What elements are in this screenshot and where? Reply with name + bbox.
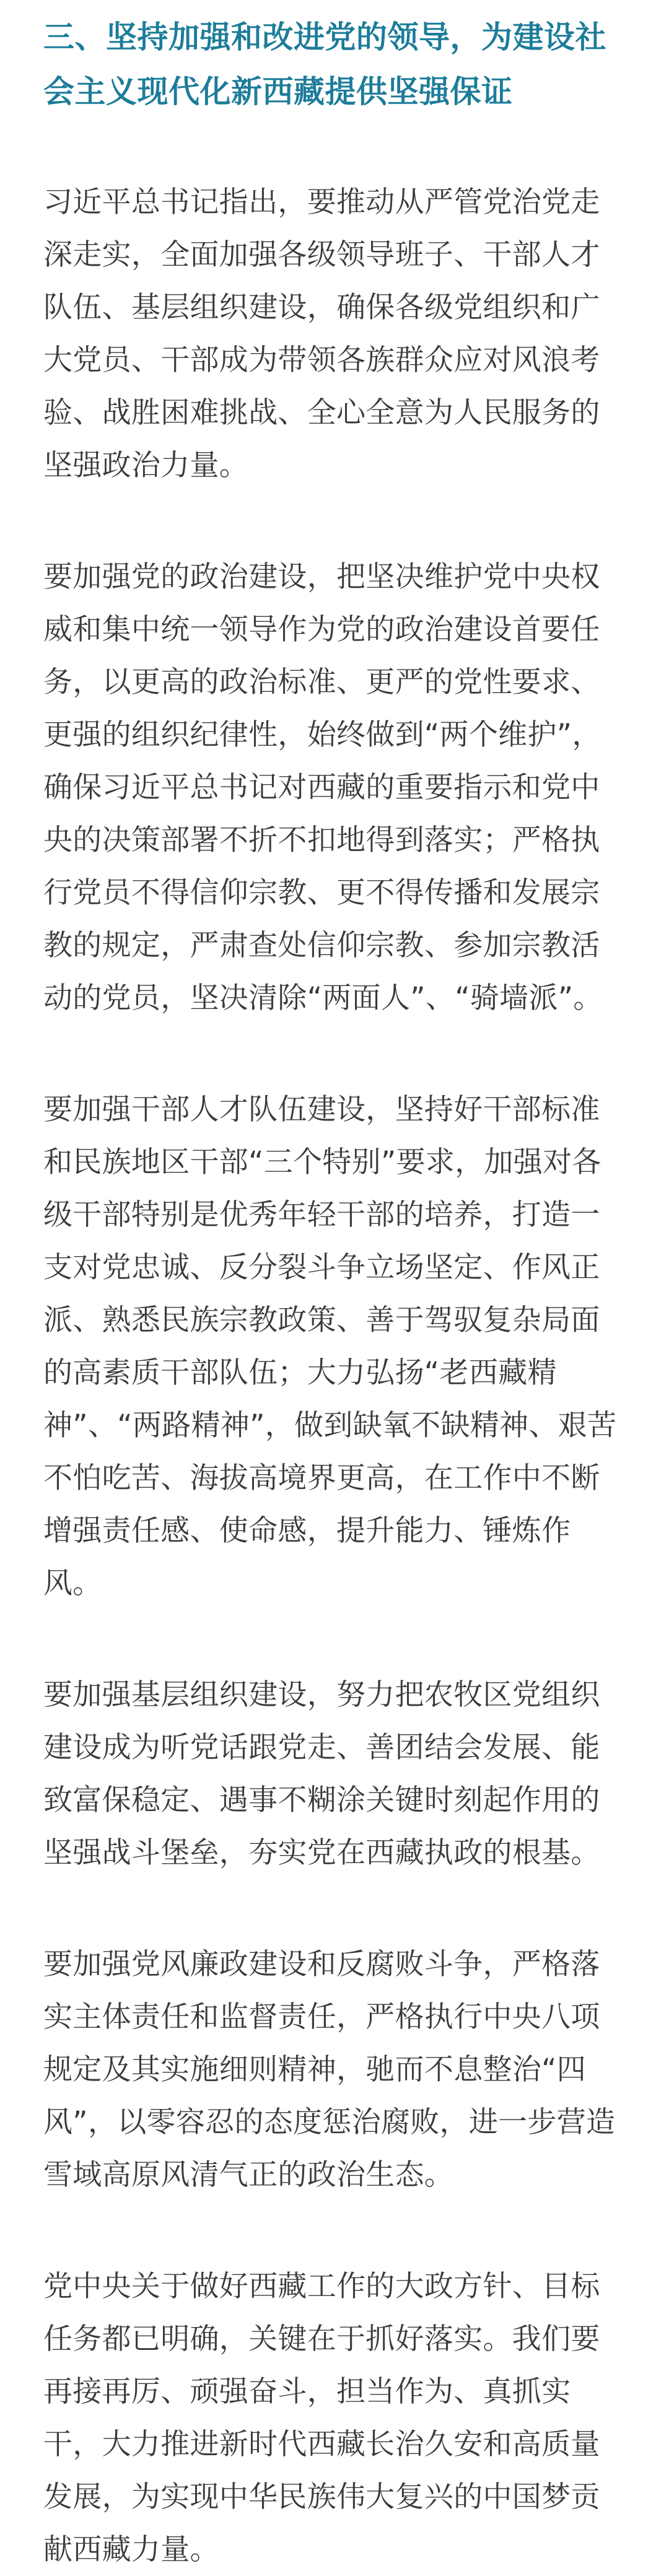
paragraph-1: 习近平总书记指出，要推动从严管党治党走深走实，全面加强各级领导班子、干部人才队伍、基层组织建设，确保各级党组织和广大党员、干部成为带领各族群众应对风浪考验、战胜困难挑战、全心全意为人民服务的坚强政治力量。 [43, 185, 600, 482]
paragraph-3: 要加强干部人才队伍建设，坚持好干部标准和民族地区干部“三个特别”要求，加强对各级干部特别是优秀年轻干部的培养，打造一支对党忠诚、反分裂斗争立场坚定、作风正派、熟悉民族宗教政策、善于驾驭复杂局面的高素质干部队伍；大力弘扬“老西藏精神”、“两路精神”，做到缺氧不缺精神、艰苦不怕吃苦、海拔高境界更高，在工作中不断增强责任感、使命感，提升能力、锤炼作风。 [43, 1093, 617, 1600]
paragraph-5: 要加强党风廉政建设和反腐败斗争，严格落实主体责任和监督责任，严格执行中央八项规定及其实施细则精神，驰而不息整治“四风”，以零容忍的态度惩治腐败，进一步营造雪域高原风清气正的政治生态。 [43, 1947, 616, 2192]
paragraph-4: 要加强基层组织建设，努力把农牧区党组织建设成为听党话跟党走、善团结会发展、能致富保稳定、遇事不糊涂关键时刻起作用的坚强战斗堡垒，夯实党在西藏执政的根基。 [43, 1678, 600, 1870]
paragraph-6: 党中央关于做好西藏工作的大政方针、目标任务都已明确，关键在于抓好落实。我们要再接再厉、顽强奋斗，担当作为、真抓实干，大力推进新时代西藏长治久安和高质量发展，为实现中华民族伟大复兴的中国梦贡献西藏力量。 [43, 2269, 600, 2567]
paragraph-2: 要加强党的政治建设，把坚决维护党中央权威和集中统一领导作为党的政治建设首要任务，以更高的政治标准、更严的党性要求、更强的组织纪律性，始终做到“两个维护”，确保习近平总书记对西藏的重要指示和党中央的决策部署不折不扣地得到落实；严格执行党员不得信仰宗教、更不得传播和发展宗教的规定，严肃查处信仰宗教、参加宗教活动的党员，坚决清除“两面人”、“骑墙派”。 [43, 560, 603, 1015]
article [43, 10, 628, 2576]
section-heading: 三、坚持加强和改进党的领导，为建设社会主义现代化新西藏提供坚强保证 [43, 19, 606, 110]
